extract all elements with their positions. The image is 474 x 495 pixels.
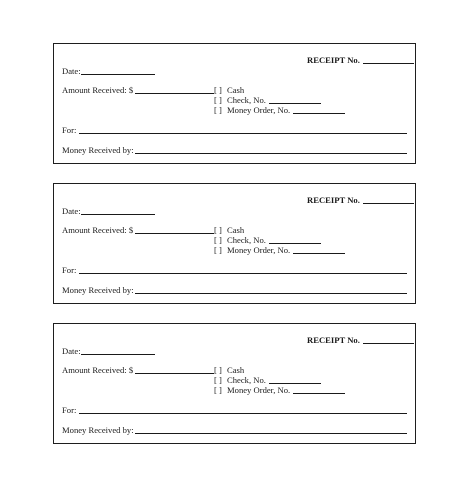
cash-checkbox[interactable]: [ ] [214, 225, 222, 235]
money-order-number-field[interactable] [293, 393, 345, 394]
check-number-field[interactable] [269, 243, 321, 244]
receipt-form [53, 183, 416, 304]
date-field[interactable] [81, 214, 155, 215]
receipt-number-label: RECEIPT No. [307, 195, 360, 205]
receipt-number-field[interactable] [363, 203, 414, 204]
cash-label: Cash [227, 85, 245, 95]
cash-label: Cash [227, 225, 245, 235]
amount-received-label: Amount Received: $ [62, 365, 134, 375]
amount-received-field[interactable] [135, 233, 214, 234]
receipt-form [53, 323, 416, 444]
date-label: Date: [62, 66, 81, 76]
receipt-number-field[interactable] [363, 343, 414, 344]
money-order-number-field[interactable] [293, 113, 345, 114]
for-field[interactable] [79, 413, 407, 414]
date-label: Date: [62, 346, 81, 356]
for-label: For: [62, 125, 77, 135]
cash-checkbox[interactable]: [ ] [214, 85, 222, 95]
money-order-checkbox[interactable]: [ ] [214, 245, 222, 255]
check-checkbox[interactable]: [ ] [214, 95, 222, 105]
receipt-form [53, 43, 416, 164]
check-number-field[interactable] [269, 103, 321, 104]
money-received-by-field[interactable] [135, 153, 407, 154]
check-label: Check, No. [227, 235, 266, 245]
money-received-by-field[interactable] [135, 293, 407, 294]
cash-label: Cash [227, 365, 245, 375]
money-received-by-label: Money Received by: [62, 145, 134, 155]
money-order-label: Money Order, No. [227, 385, 291, 395]
money-order-number-field[interactable] [293, 253, 345, 254]
amount-received-label: Amount Received: $ [62, 225, 134, 235]
money-order-checkbox[interactable]: [ ] [214, 105, 222, 115]
for-label: For: [62, 405, 77, 415]
amount-received-field[interactable] [135, 93, 214, 94]
check-label: Check, No. [227, 95, 266, 105]
for-field[interactable] [79, 273, 407, 274]
receipt-number-field[interactable] [363, 63, 414, 64]
money-received-by-label: Money Received by: [62, 285, 134, 295]
amount-received-field[interactable] [135, 373, 214, 374]
for-label: For: [62, 265, 77, 275]
money-order-checkbox[interactable]: [ ] [214, 385, 222, 395]
money-received-by-field[interactable] [135, 433, 407, 434]
date-field[interactable] [81, 74, 155, 75]
date-label: Date: [62, 206, 81, 216]
check-number-field[interactable] [269, 383, 321, 384]
check-label: Check, No. [227, 375, 266, 385]
money-order-label: Money Order, No. [227, 245, 291, 255]
check-checkbox[interactable]: [ ] [214, 235, 222, 245]
receipt-number-label: RECEIPT No. [307, 335, 360, 345]
check-checkbox[interactable]: [ ] [214, 375, 222, 385]
for-field[interactable] [79, 133, 407, 134]
cash-checkbox[interactable]: [ ] [214, 365, 222, 375]
money-received-by-label: Money Received by: [62, 425, 134, 435]
amount-received-label: Amount Received: $ [62, 85, 134, 95]
receipt-number-label: RECEIPT No. [307, 55, 360, 65]
money-order-label: Money Order, No. [227, 105, 291, 115]
date-field[interactable] [81, 354, 155, 355]
